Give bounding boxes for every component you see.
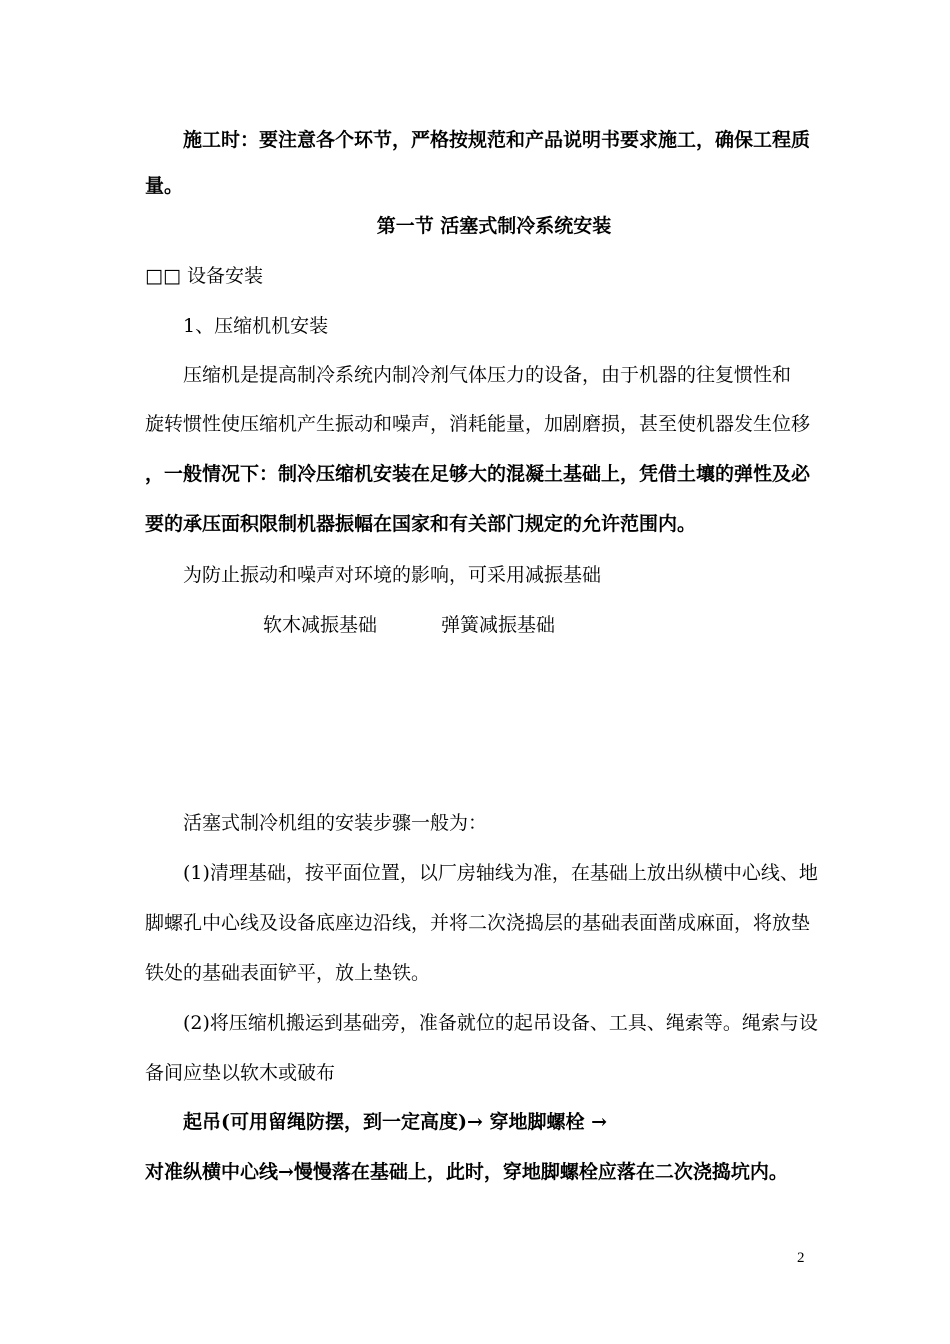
step-2-line-2: 备间应垫以软木或破布 [145, 1062, 336, 1084]
intro-line-2: 量。 [145, 175, 184, 197]
flow-line-1: 起吊(可用留绳防摆，到一定高度)→ 穿地脚螺栓 → [183, 1111, 608, 1133]
steps-intro: 活塞式制冷机组的安装步骤一般为： [183, 812, 488, 834]
paragraph-1-line-3: ，一般情况下：制冷压缩机安装在足够大的混凝土基础上，凭借土壤的弹性及必 [145, 463, 811, 485]
subsection-heading: □□ 设备安装 [145, 265, 263, 287]
paragraph-1-line-1: 压缩机是提高制冷系统内制冷剂气体压力的设备，由于机器的往复惯性和 [183, 364, 792, 386]
intro-line-1: 施工时：要注意各个环节，严格按规范和产品说明书要求施工，确保工程质 [183, 129, 811, 151]
section-title: 第一节 活塞式制冷系统安装 [376, 215, 612, 237]
option-cork-foundation: 软木减振基础 [263, 614, 378, 636]
item-1-title: 1、压缩机机安装 [183, 315, 329, 337]
paragraph-1-line-4: 要的承压面积限制机器振幅在国家和有关部门规定的允许范围内。 [145, 513, 697, 535]
flow-line-2: 对准纵横中心线→慢慢落在基础上，此时，穿地脚螺栓应落在二次浇捣坑内。 [145, 1161, 788, 1183]
page-number: 2 [797, 1250, 805, 1266]
option-spring-foundation: 弹簧减振基础 [441, 614, 556, 636]
step-1-line-1: (1)清理基础，按平面位置，以厂房轴线为准，在基础上放出纵横中心线、地 [183, 862, 818, 884]
paragraph-1-line-2: 旋转惯性使压缩机产生振动和噪声，消耗能量，加剧磨损，甚至使机器发生位移 [145, 413, 811, 435]
step-2-line-1: (2)将压缩机搬运到基础旁，准备就位的起吊设备、工具、绳索等。绳索与设 [183, 1012, 818, 1034]
paragraph-2: 为防止振动和噪声对环境的影响，可采用减振基础 [183, 564, 602, 586]
step-1-line-3: 铁处的基础表面铲平，放上垫铁。 [145, 962, 431, 984]
step-1-line-2: 脚螺孔中心线及设备底座边沿线，并将二次浇捣层的基础表面凿成麻面，将放垫 [145, 912, 811, 934]
